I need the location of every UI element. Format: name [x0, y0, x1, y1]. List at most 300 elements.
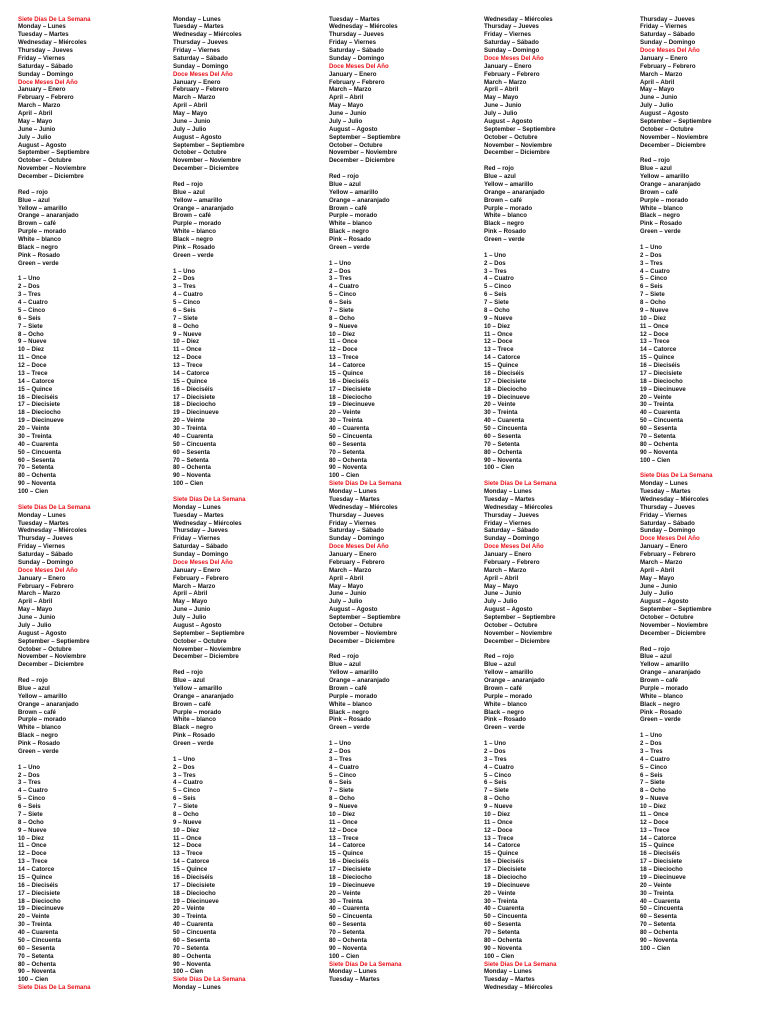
vocab-entry: September – Septiembre — [484, 125, 556, 133]
vocab-entry: 80 – Ochenta — [484, 936, 522, 944]
blank-line — [484, 472, 632, 480]
vocab-entry: October – Octubre — [329, 141, 383, 149]
vocab-entry: Tuesday – Martes — [173, 23, 224, 31]
vocab-entry: 80 – Ochenta — [18, 960, 56, 968]
blank-line — [329, 646, 477, 654]
vocab-entry: 6 – Seis — [484, 779, 507, 787]
vocab-entry: Yellow – amarillo — [329, 669, 379, 677]
vocab-entry: Monday – Lunes — [173, 984, 221, 992]
vocab-entry: May – Mayo — [640, 86, 675, 94]
blank-line — [18, 496, 166, 504]
vocab-entry: 3 – Tres — [18, 291, 41, 299]
vocab-entry: January – Enero — [173, 78, 221, 86]
vocab-entry: 30 – Treinta — [640, 401, 674, 409]
vocab-entry: 3 – Tres — [173, 283, 196, 291]
vocab-entry: Saturday – Sábado — [173, 54, 228, 62]
vocab-entry: 7 – Siete — [329, 306, 354, 314]
vocab-entry: April – Abril — [484, 574, 519, 582]
vocab-entry: September – Septiembre — [484, 614, 556, 621]
vocab-entry: 90 – Noventa — [173, 472, 211, 480]
vocab-entry: 80 – Ochenta — [484, 448, 522, 456]
vocab-entry: 19 – Diecinueve — [173, 897, 219, 905]
section-heading: Siete Días De La Semana — [329, 480, 402, 488]
vocab-entry: November – Noviembre — [173, 157, 242, 165]
vocab-entry: August – Agosto — [640, 110, 689, 117]
vocab-entry: Saturday – Sábado — [640, 519, 695, 527]
vocab-entry: Black – negro — [18, 732, 58, 740]
vocab-entry: White – blanco — [329, 220, 372, 228]
vocab-entry: 9 – Nueve — [329, 803, 358, 810]
vocab-entry: 4 – Cuatro — [484, 763, 514, 771]
vocab-entry: June – Junio — [640, 94, 678, 102]
vocab-entry: 12 – Doce — [18, 850, 47, 858]
vocab-entry: 10 – Diez — [329, 810, 356, 818]
vocab-entry: 11 – Once — [329, 818, 358, 826]
section-heading: Siete Días De La Semana — [18, 984, 91, 992]
vocab-entry: Green – verde — [329, 724, 370, 732]
vocab-entry: Monday – Lunes — [484, 488, 532, 495]
vocab-entry: 6 – Seis — [329, 299, 352, 306]
vocab-entry: Blue – azul — [173, 188, 205, 196]
vocab-entry: 70 – Setenta — [329, 448, 365, 456]
vocab-entry: 40 – Cuarenta — [640, 897, 680, 905]
vocab-entry: February – Febrero — [640, 62, 696, 70]
vocab-entry: 60 – Sesenta — [18, 944, 55, 952]
vocab-entry: June – Junio — [484, 102, 522, 110]
vocab-entry: 60 – Sesenta — [329, 921, 366, 929]
vocab-entry: Green – verde — [640, 228, 681, 236]
vocab-entry: 2 – Dos — [640, 251, 662, 259]
vocab-entry: Purple – morado — [329, 212, 378, 220]
vocab-entry: July – Julio — [484, 110, 518, 117]
vocab-entry: 7 – Siete — [18, 810, 43, 818]
vocab-entry: 50 – Cincuenta — [18, 448, 62, 456]
vocab-entry: Monday – Lunes — [329, 968, 377, 976]
vocab-entry: Green – verde — [18, 747, 59, 755]
vocab-entry: 16 – Dieciséis — [640, 850, 680, 858]
vocab-entry: Purple – morado — [18, 228, 67, 236]
vocab-entry: 7 – Siete — [173, 803, 198, 810]
vocab-entry: 18 – Dieciocho — [18, 409, 61, 417]
vocab-entry: Wednesday – Miércoles — [173, 31, 242, 39]
vocab-entry: 5 – Cinco — [640, 275, 668, 283]
vocab-entry: White – blanco — [173, 716, 216, 724]
vocab-entry: Pink – Rosado — [640, 708, 682, 716]
vocab-entry: 19 – Diecinueve — [329, 401, 375, 409]
vocab-entry: Thursday – Jueves — [329, 31, 384, 39]
vocab-entry: 9 – Nueve — [18, 826, 47, 834]
vocab-entry: 13 – Trece — [484, 346, 514, 354]
vocab-entry: December – Diciembre — [18, 173, 84, 180]
vocab-entry: 100 – Cien — [640, 944, 671, 952]
vocab-entry: 100 – Cien — [173, 968, 204, 976]
vocab-entry: Thursday – Jueves — [173, 527, 228, 535]
vocab-entry: 100 – Cien — [18, 488, 49, 495]
vocab-entry: 4 – Cuatro — [173, 779, 203, 787]
vocab-entry: Thursday – Jueves — [484, 23, 539, 31]
vocab-entry: Orange – anaranjado — [329, 677, 390, 684]
vocab-entry: 4 – Cuatro — [640, 755, 670, 763]
vocab-entry: 40 – Cuarenta — [329, 425, 369, 432]
vocab-entry: Sunday – Domingo — [640, 39, 696, 47]
vocab-entry: January – Enero — [329, 70, 377, 78]
vocab-entry: Orange – anaranjado — [18, 212, 79, 220]
vocab-entry: 8 – Ocho — [640, 299, 666, 306]
vocab-entry: 6 – Seis — [640, 283, 663, 291]
blank-line — [484, 157, 632, 165]
vocab-entry: 50 – Cincuenta — [173, 929, 217, 936]
vocab-entry: 8 – Ocho — [173, 322, 199, 330]
vocab-entry: 9 – Nueve — [484, 803, 513, 810]
vocab-entry: 4 – Cuatro — [173, 291, 203, 299]
vocab-entry: Orange – anaranjado — [640, 669, 701, 677]
vocab-entry: Wednesday – Miércoles — [484, 984, 553, 992]
blank-line — [173, 661, 321, 669]
vocab-entry: 6 – Seis — [18, 314, 41, 322]
vocab-entry: Sunday – Domingo — [18, 558, 74, 566]
blank-line — [18, 756, 166, 764]
vocab-entry: 60 – Sesenta — [173, 936, 210, 944]
vocab-entry: 2 – Dos — [640, 740, 662, 747]
vocab-entry: Sunday – Domingo — [329, 535, 385, 543]
vocab-entry: Thursday – Jueves — [484, 511, 539, 519]
vocab-entry: Friday – Viernes — [640, 23, 687, 31]
vocab-entry: 14 – Catorce — [18, 866, 55, 873]
vocab-entry: 8 – Ocho — [640, 787, 666, 795]
vocab-entry: 12 – Doce — [329, 826, 358, 834]
vocab-entry: 3 – Tres — [640, 259, 663, 267]
vocab-entry: 100 – Cien — [329, 472, 360, 480]
vocab-entry: 100 – Cien — [640, 456, 671, 464]
vocab-entry: White – blanco — [18, 236, 61, 243]
vocab-entry: 1 – Uno — [329, 740, 352, 747]
vocab-entry: Brown – café — [329, 204, 367, 212]
vocab-entry: 80 – Ochenta — [329, 936, 367, 944]
vocab-entry: 5 – Cinco — [173, 299, 201, 306]
vocab-entry: 18 – Dieciocho — [484, 385, 527, 393]
vocab-entry: February – Febrero — [484, 70, 540, 78]
vocab-entry: Tuesday – Martes — [18, 519, 69, 527]
vocab-entry: Saturday – Sábado — [640, 31, 695, 39]
vocab-entry: Black – negro — [173, 236, 213, 243]
blank-line — [484, 244, 632, 252]
vocab-entry: 10 – Diez — [484, 810, 511, 818]
section-heading: Doce Meses Del Año — [484, 543, 544, 551]
vocab-entry: April – Abril — [329, 574, 364, 582]
blank-line — [173, 260, 321, 268]
vocab-entry: 20 – Veinte — [484, 401, 516, 409]
vocab-entry: 19 – Diecinueve — [18, 417, 64, 425]
vocab-entry: Friday – Viernes — [329, 39, 376, 47]
vocab-entry: February – Febrero — [173, 86, 229, 94]
vocab-entry: Orange – anaranjado — [484, 677, 545, 684]
vocab-entry: Tuesday – Martes — [173, 511, 224, 519]
vocab-entry: 70 – Setenta — [173, 944, 209, 952]
vocab-entry: 8 – Ocho — [329, 314, 355, 322]
vocab-entry: Wednesday – Miércoles — [18, 527, 87, 535]
vocab-entry: Tuesday – Martes — [329, 976, 380, 984]
vocab-entry: Purple – morado — [329, 692, 378, 700]
vocab-entry: 12 – Doce — [640, 818, 669, 826]
vocab-entry: 70 – Setenta — [640, 432, 676, 440]
vocab-entry: 13 – Trece — [18, 369, 48, 377]
vocab-entry: 18 – Dieciocho — [173, 889, 216, 897]
vocab-entry: 14 – Catorce — [484, 354, 521, 362]
vocab-entry: 3 – Tres — [484, 267, 507, 275]
section-heading: Siete Días De La Semana — [484, 480, 557, 488]
vocab-entry: 20 – Veinte — [18, 425, 50, 432]
vocab-entry: 60 – Sesenta — [640, 913, 677, 921]
vocab-entry: January – Enero — [484, 551, 532, 558]
vocab-entry: 13 – Trece — [173, 362, 203, 369]
vocab-entry: Saturday – Sábado — [18, 551, 73, 558]
vocab-entry: October – Octubre — [484, 133, 538, 141]
vocab-entry: Pink – Rosado — [173, 732, 215, 740]
vocab-entry: 11 – Once — [640, 322, 669, 330]
vocab-entry: 17 – Diecisiete — [484, 866, 527, 873]
vocab-entry: Red – rojo — [484, 165, 514, 173]
vocab-entry: Orange – anaranjado — [173, 204, 234, 212]
vocab-entry: Sunday – Domingo — [329, 54, 385, 62]
vocab-entry: August – Agosto — [329, 606, 378, 614]
vocab-entry: November – Noviembre — [640, 133, 709, 141]
vocab-entry: 2 – Dos — [484, 259, 506, 267]
vocab-entry: 12 – Doce — [640, 330, 669, 338]
vocab-entry: 40 – Cuarenta — [18, 440, 58, 448]
vocab-entry: White – blanco — [640, 692, 683, 700]
vocab-entry: 60 – Sesenta — [484, 432, 521, 440]
vocab-entry: July – Julio — [640, 590, 674, 598]
vocab-entry: 6 – Seis — [484, 291, 507, 299]
vocab-entry: September – Septiembre — [640, 606, 712, 614]
vocab-entry: 2 – Dos — [329, 747, 351, 755]
vocab-entry: 10 – Diez — [640, 314, 667, 322]
vocab-entry: 19 – Diecinueve — [640, 873, 686, 881]
vocab-entry: 16 – Dieciséis — [173, 873, 213, 881]
vocab-entry: February – Febrero — [484, 558, 540, 566]
vocab-entry: 70 – Setenta — [18, 464, 54, 472]
vocab-entry: September – Septiembre — [173, 629, 245, 637]
vocab-entry: 5 – Cinco — [18, 795, 46, 803]
vocab-entry: 90 – Noventa — [173, 960, 211, 968]
vocab-entry: Black – negro — [173, 724, 213, 732]
column-3 — [329, 16, 477, 1016]
vocab-entry: 90 – Noventa — [640, 448, 678, 456]
vocab-entry: August – Agosto — [640, 598, 689, 606]
blank-line — [173, 488, 321, 496]
vocab-entry: 11 – Once — [640, 810, 669, 818]
vocab-entry: White – blanco — [18, 724, 61, 732]
vocab-entry: 40 – Cuarenta — [173, 432, 213, 440]
vocab-entry: January – Enero — [18, 574, 66, 582]
vocab-entry: Wednesday – Miércoles — [484, 15, 553, 23]
vocab-entry: 18 – Dieciocho — [484, 873, 527, 881]
vocab-entry: 11 – Once — [173, 346, 202, 354]
vocab-entry: March – Marzo — [173, 582, 216, 590]
vocab-entry: 10 – Diez — [484, 322, 511, 330]
vocab-entry: 6 – Seis — [173, 795, 196, 803]
vocab-entry: 20 – Veinte — [173, 417, 205, 425]
vocab-entry: Saturday – Sábado — [329, 527, 384, 535]
vocab-entry: 16 – Dieciséis — [18, 393, 58, 401]
vocab-entry: Purple – morado — [484, 204, 533, 212]
vocab-entry: Purple – morado — [484, 692, 533, 700]
vocab-entry: December – Diciembre — [18, 661, 84, 669]
vocab-entry: 17 – Diecisiete — [18, 889, 61, 897]
vocab-entry: Red – rojo — [18, 188, 48, 196]
vocab-entry: November – Noviembre — [484, 141, 553, 149]
vocab-entry: April – Abril — [173, 590, 208, 598]
vocab-entry: 14 – Catorce — [640, 834, 677, 842]
blank-line — [640, 724, 768, 732]
vocab-entry: 50 – Cincuenta — [329, 432, 373, 440]
vocab-entry: August – Agosto — [173, 133, 222, 141]
vocab-entry: Sunday – Domingo — [484, 535, 540, 543]
vocab-entry: Pink – Rosado — [329, 236, 371, 243]
vocab-entry: White – blanco — [484, 212, 527, 220]
vocab-entry: Pink – Rosado — [484, 228, 526, 236]
vocab-entry: 8 – Ocho — [18, 330, 44, 338]
vocab-entry: Yellow – amarillo — [484, 669, 534, 677]
vocab-entry: 1 – Uno — [640, 243, 663, 251]
vocab-entry: Friday – Viernes — [484, 31, 531, 39]
section-heading: Doce Meses Del Año — [329, 543, 389, 551]
vocab-entry: 30 – Treinta — [18, 921, 52, 929]
vocab-entry: Saturday – Sábado — [18, 62, 73, 70]
vocab-entry: March – Marzo — [18, 102, 61, 110]
vocab-entry: 7 – Siete — [640, 779, 665, 787]
vocab-entry: Wednesday – Miércoles — [173, 519, 242, 527]
vocab-entry: 11 – Once — [18, 354, 47, 362]
vocab-entry: 19 – Diecinueve — [484, 393, 530, 401]
vocab-entry: June – Junio — [173, 606, 211, 614]
vocab-entry: 3 – Tres — [640, 747, 663, 755]
vocab-entry: Green – verde — [173, 740, 214, 747]
vocab-entry: Pink – Rosado — [640, 220, 682, 228]
vocab-entry: Black – negro — [329, 228, 369, 236]
vocab-entry: August – Agosto — [18, 141, 67, 149]
vocab-entry: January – Enero — [640, 543, 688, 551]
vocab-entry: 10 – Diez — [18, 346, 45, 354]
vocab-entry: February – Febrero — [329, 558, 385, 566]
vocab-entry: 9 – Nueve — [18, 338, 47, 346]
vocab-entry: 17 – Diecisiete — [640, 369, 683, 377]
vocab-entry: 4 – Cuatro — [18, 787, 48, 795]
vocab-entry: 9 – Nueve — [173, 818, 202, 826]
vocab-entry: May – Mayo — [18, 117, 53, 125]
vocab-entry: 12 – Doce — [329, 346, 358, 354]
vocab-entry: 100 – Cien — [484, 952, 515, 960]
vocab-entry: July – Julio — [173, 614, 207, 621]
vocab-entry: 13 – Trece — [484, 834, 514, 842]
vocab-entry: 1 – Uno — [173, 755, 196, 763]
vocab-entry: 18 – Dieciocho — [329, 393, 372, 401]
vocab-entry: December – Diciembre — [329, 637, 395, 645]
blank-line — [640, 236, 768, 244]
vocab-entry: Thursday – Jueves — [18, 47, 73, 54]
vocab-entry: January – Enero — [329, 551, 377, 558]
vocab-entry: 17 – Diecisiete — [329, 866, 372, 873]
vocab-entry: 2 – Dos — [173, 763, 195, 771]
vocab-entry: June – Junio — [18, 125, 56, 133]
vocab-entry: December – Diciembre — [484, 637, 550, 645]
vocab-entry: Red – rojo — [329, 173, 359, 180]
vocab-entry: 20 – Veinte — [484, 889, 516, 897]
vocab-entry: 30 – Treinta — [484, 409, 518, 417]
vocab-entry: 9 – Nueve — [640, 795, 669, 803]
vocab-entry: Saturday – Sábado — [173, 543, 228, 551]
vocab-entry: 1 – Uno — [484, 740, 507, 747]
vocab-entry: January – Enero — [484, 62, 532, 70]
vocab-entry: 17 – Diecisiete — [640, 858, 683, 866]
vocab-entry: May – Mayo — [18, 606, 53, 614]
vocab-entry: 12 – Doce — [173, 842, 202, 850]
vocab-entry: July – Julio — [329, 598, 363, 606]
vocab-entry: 30 – Treinta — [329, 417, 363, 425]
vocab-entry: 90 – Noventa — [484, 456, 522, 464]
vocab-entry: Yellow – amarillo — [329, 188, 379, 196]
vocab-entry: 2 – Dos — [18, 771, 40, 779]
vocab-entry: Yellow – amarillo — [18, 204, 68, 212]
section-heading: Siete Días De La Semana — [173, 495, 246, 503]
vocab-entry: Purple – morado — [640, 684, 689, 692]
vocab-entry: Green – verde — [18, 259, 59, 267]
vocab-entry: Brown – café — [640, 188, 678, 196]
vocab-entry: 50 – Cincuenta — [329, 913, 373, 921]
vocab-entry: 10 – Diez — [173, 338, 200, 346]
blank-line — [329, 732, 477, 740]
vocab-entry: 11 – Once — [18, 842, 47, 850]
vocab-entry: 11 – Once — [484, 330, 513, 338]
vocab-entry: Tuesday – Martes — [640, 488, 691, 495]
vocab-entry: 8 – Ocho — [484, 795, 510, 803]
vocab-entry: Yellow – amarillo — [484, 180, 534, 188]
vocab-entry: 50 – Cincuenta — [18, 936, 62, 944]
vocab-entry: October – Octubre — [640, 125, 694, 133]
blank-line — [173, 173, 321, 181]
vocab-entry: April – Abril — [173, 102, 208, 110]
vocab-entry: Red – rojo — [18, 677, 48, 684]
vocab-entry: 15 – Quince — [18, 873, 53, 881]
vocab-entry: December – Diciembre — [173, 653, 239, 661]
vocab-entry: 15 – Quince — [484, 850, 519, 858]
vocab-entry: Monday – Lunes — [640, 480, 688, 488]
vocab-entry: 60 – Sesenta — [484, 921, 521, 929]
vocab-entry: 16 – Dieciséis — [640, 362, 680, 369]
vocab-entry: 10 – Diez — [640, 803, 667, 810]
vocab-entry: 30 – Treinta — [173, 913, 207, 921]
vocab-entry: Brown – café — [173, 212, 211, 220]
vocab-entry: October – Octubre — [640, 614, 694, 621]
vocab-entry: 14 – Catorce — [18, 377, 55, 385]
vocab-entry: 80 – Ochenta — [329, 456, 367, 464]
vocab-entry: 7 – Siete — [329, 787, 354, 795]
vocab-entry: 90 – Noventa — [640, 936, 678, 944]
vocab-entry: Orange – anaranjado — [640, 180, 701, 188]
blank-line — [640, 638, 768, 646]
vocab-entry: 7 – Siete — [640, 291, 665, 299]
vocab-entry: Friday – Viernes — [173, 535, 220, 543]
vocab-entry: 80 – Ochenta — [18, 472, 56, 480]
vocab-entry: 15 – Quince — [329, 850, 364, 858]
column-2 — [173, 16, 321, 1016]
vocab-entry: 5 – Cinco — [484, 771, 512, 779]
vocab-entry: December – Diciembre — [640, 141, 706, 149]
vocab-entry: September – Septiembre — [173, 141, 245, 149]
vocab-entry: December – Diciembre — [173, 165, 239, 173]
vocab-entry: June – Junio — [18, 614, 56, 621]
blank-line — [640, 464, 768, 472]
